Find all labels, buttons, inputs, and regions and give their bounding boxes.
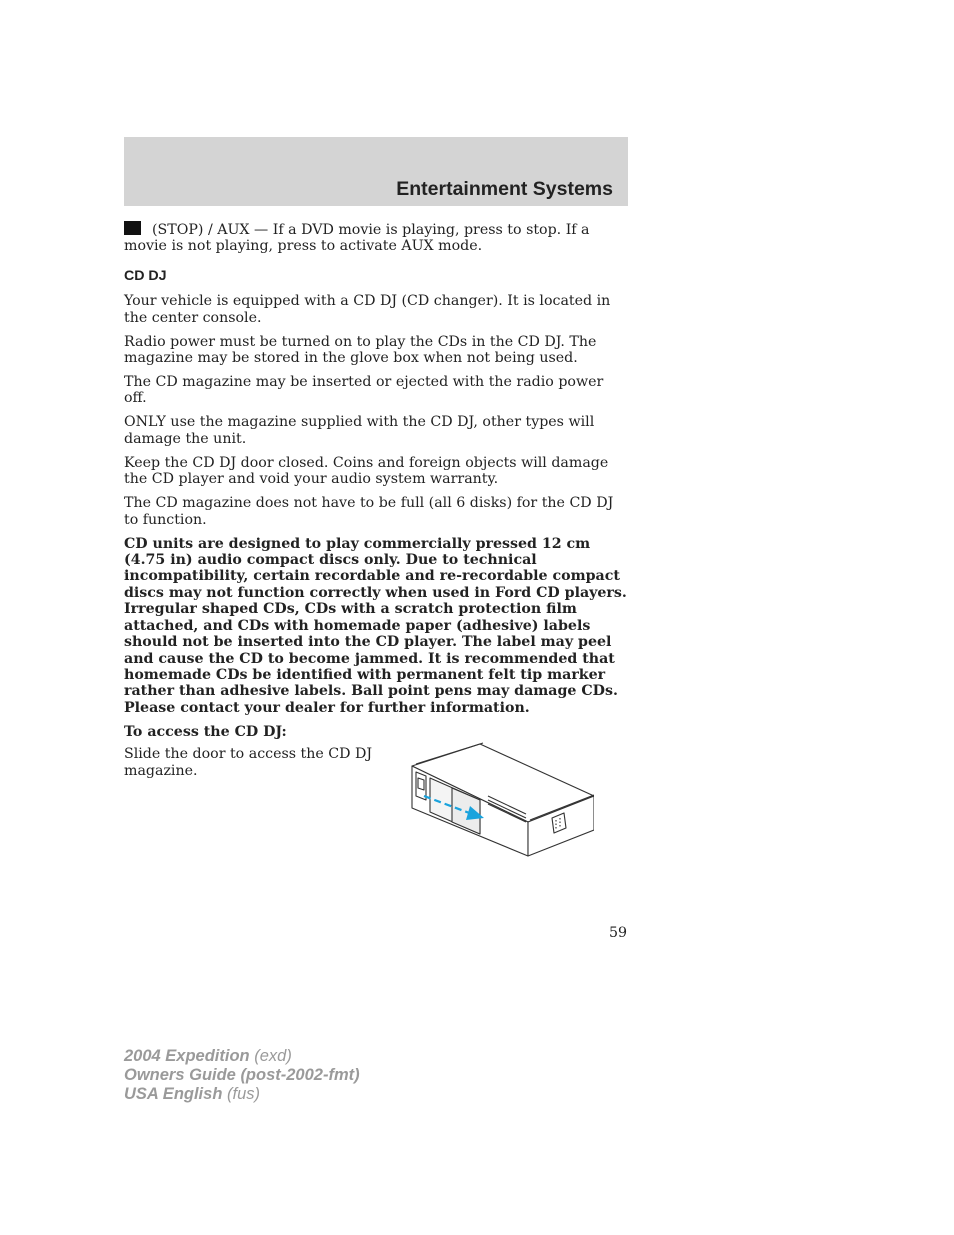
stop-aux-text: (STOP) / AUX — If a DVD movie is playing, press to stop. If a movie is not playing, press to activate AUX mode. <box>124 222 590 255</box>
footer-line-1 <box>124 1047 360 1066</box>
paragraph-door-closed: Keep the CD DJ door closed. Coins and foreign objects will damage the CD player and void your audio system warranty. <box>124 454 609 488</box>
access-cd-dj-heading: To access the CD DJ: <box>124 723 287 740</box>
paragraph-magazine-full: The CD magazine does not have to be full (all 6 disks) for the CD DJ to function. <box>124 495 614 528</box>
footer-line-3 <box>124 1085 360 1104</box>
footer-doc-info <box>124 1047 360 1104</box>
footer-model-code: (exd) <box>249 1047 292 1065</box>
paragraph-magazine-eject: The CD magazine may be inserted or ejected with the radio power off. <box>124 374 604 407</box>
paragraph-cd-dj-location: Your vehicle is equipped with a CD DJ (CD changer). It is located in the center console. <box>124 293 611 326</box>
stop-aux-paragraph <box>124 221 628 255</box>
section-header-band <box>124 137 628 206</box>
section-title: Entertainment Systems <box>396 178 613 200</box>
cd-changer-illustration <box>408 738 594 858</box>
access-section <box>124 746 628 906</box>
cd-warning-paragraph: CD units are designed to play commercially pressed 12 cm (4.75 in) audio compact discs only. Due to technical incompatibility, certain recordable and re-recordable compact discs may not function correctly when used in Ford CD players. Irregular shaped CDs, CDs with a scratch protection film attached, and CDs with homemade paper (adhesive) labels should not be inserted into the CD player. The label may peel and cause the CD to become jammed. It is recommended that homemade CDs be identified with permanent felt tip marker rather than adhesive labels. Ball point pens may damage CDs. Please contact your dealer for further information. <box>124 535 627 716</box>
cd-dj-heading: CD DJ <box>124 267 167 284</box>
footer-model: 2004 Expedition <box>124 1047 250 1065</box>
paragraph-magazine-only: ONLY use the magazine supplied with the CD DJ, other types will damage the unit. <box>124 414 595 447</box>
footer-language: USA English <box>124 1085 223 1103</box>
stop-square-icon <box>124 221 141 235</box>
footer-guide: Owners Guide (post-2002-fmt) <box>124 1066 360 1084</box>
page-number: 59 <box>608 925 627 941</box>
paragraph-radio-power: Radio power must be turned on to play the CDs in the CD DJ. The magazine may be stored in the glove box when not being used. <box>124 333 597 367</box>
footer-language-code: (fus) <box>222 1085 260 1103</box>
footer-line-2 <box>124 1066 360 1085</box>
access-instruction: Slide the door to access the CD DJ magazine. <box>124 746 373 779</box>
page-content <box>124 221 628 906</box>
